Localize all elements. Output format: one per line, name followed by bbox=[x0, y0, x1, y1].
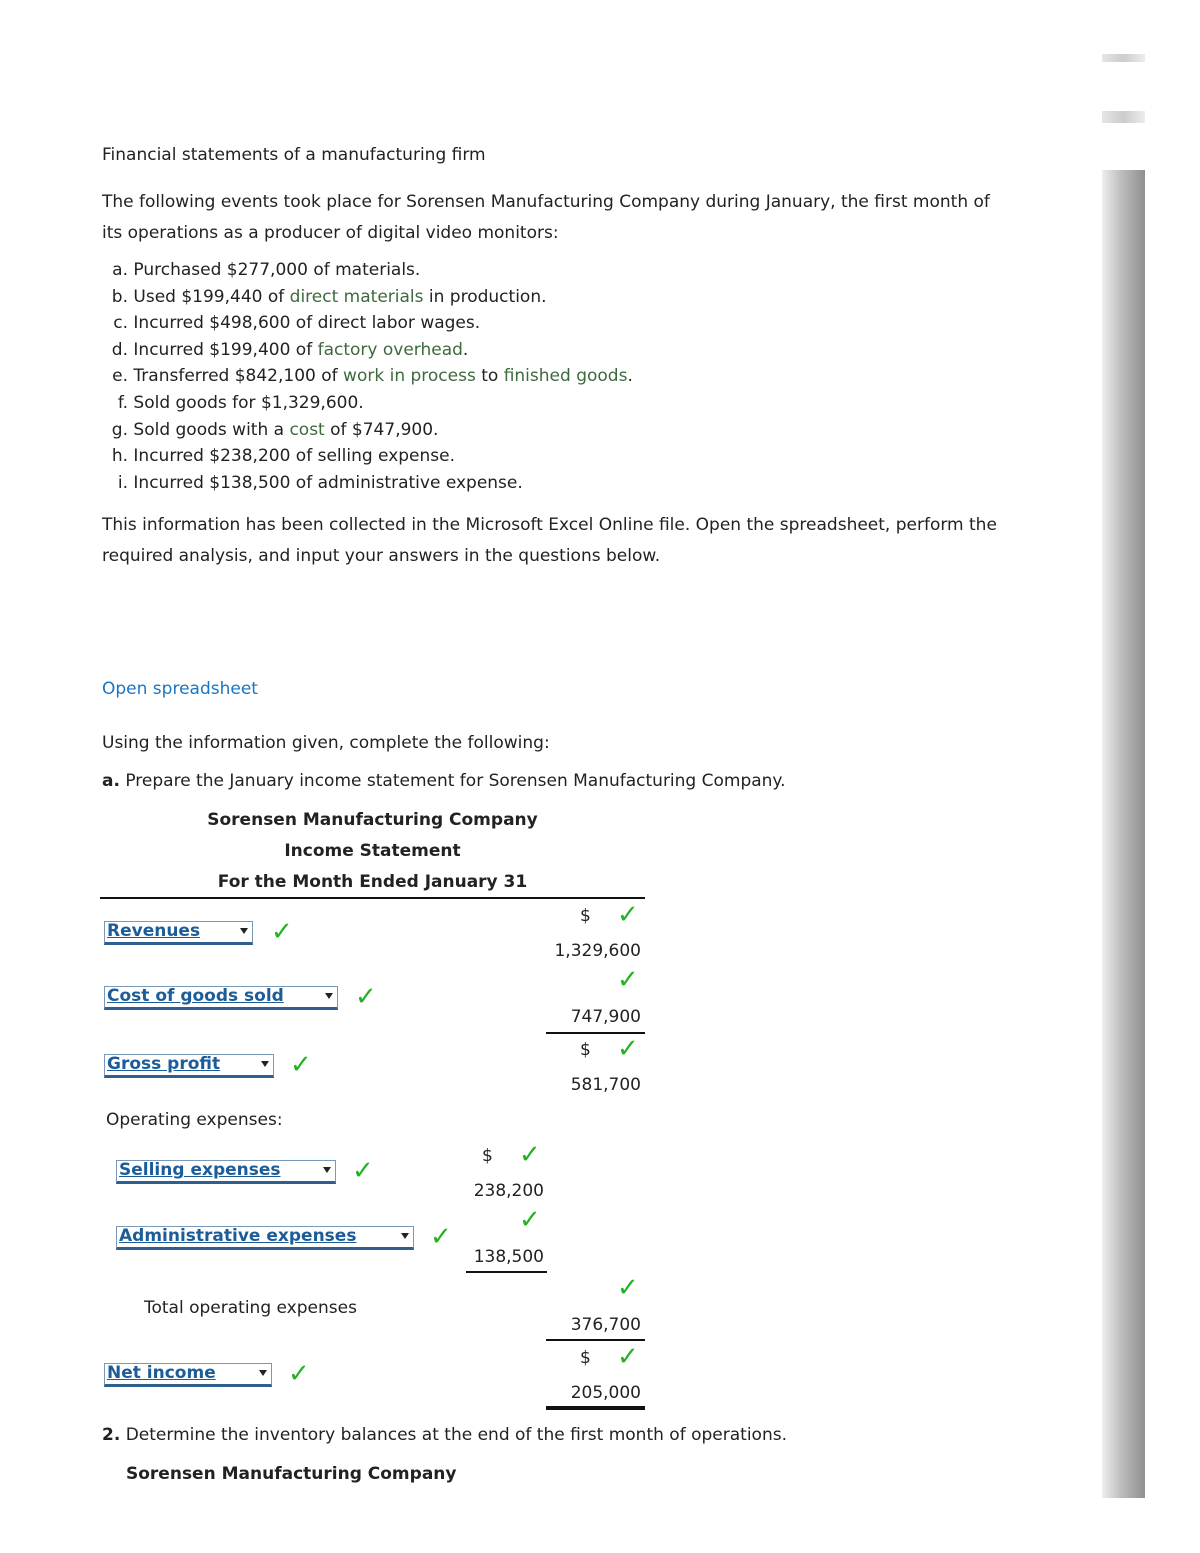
event-text: in production. bbox=[423, 287, 547, 307]
event-text: to bbox=[475, 366, 504, 386]
gross-profit-dropdown[interactable] bbox=[104, 1054, 274, 1078]
event-text: Purchased $277,000 of materials. bbox=[133, 260, 421, 280]
cost-of-goods-sold-dropdown[interactable] bbox=[104, 986, 338, 1010]
event-text: Incurred $238,200 of selling expense. bbox=[133, 446, 456, 466]
question-2-label: 2. bbox=[102, 1425, 121, 1445]
admin-underline bbox=[466, 1271, 547, 1273]
chevron-down-icon bbox=[261, 1061, 269, 1067]
check-icon: ✓ bbox=[617, 900, 639, 930]
selling-expenses-amount: 238,200 bbox=[473, 1181, 544, 1201]
event-letter: i. bbox=[117, 473, 128, 493]
open-spreadsheet-link[interactable]: Open spreadsheet bbox=[102, 679, 258, 699]
chevron-down-icon bbox=[240, 928, 248, 934]
list-item bbox=[102, 470, 523, 496]
total-operating-expenses-amount: 376,700 bbox=[570, 1315, 641, 1335]
event-letter: d. bbox=[111, 340, 128, 360]
list-item bbox=[102, 417, 438, 443]
intro-line-2: its operations as a producer of digital video monitors: bbox=[102, 223, 559, 243]
administrative-expenses-dropdown-label: Administrative expenses bbox=[119, 1226, 357, 1246]
glossary-term-link[interactable]: work in process bbox=[343, 366, 476, 386]
total-operating-expenses-label: Total operating expenses bbox=[144, 1298, 357, 1318]
list-item bbox=[102, 443, 455, 469]
chevron-down-icon bbox=[323, 1167, 331, 1173]
check-icon: ✓ bbox=[519, 1140, 541, 1170]
total-opex-underline bbox=[546, 1339, 645, 1341]
event-text: . bbox=[462, 340, 469, 360]
statement-period: For the Month Ended January 31 bbox=[217, 872, 528, 892]
glossary-term-link[interactable]: factory overhead bbox=[317, 340, 463, 360]
check-icon: ✓ bbox=[271, 917, 293, 947]
question-a-text: Prepare the January income statement for Sorensen Manufacturing Company. bbox=[119, 771, 786, 791]
scrollbar-top-cap[interactable] bbox=[1102, 54, 1145, 62]
event-text: . bbox=[627, 366, 633, 386]
event-letter: g. bbox=[111, 420, 128, 440]
using-info-text: Using the information given, complete the following: bbox=[102, 733, 550, 753]
revenues-dropdown[interactable] bbox=[104, 921, 253, 945]
revenues-dropdown-label: Revenues bbox=[107, 921, 201, 941]
administrative-expenses-amount: 138,500 bbox=[473, 1247, 544, 1267]
question-2-text: Determine the inventory balances at the end of the first month of operations. bbox=[120, 1425, 787, 1445]
check-icon: ✓ bbox=[352, 1156, 374, 1186]
net-income-amount: 205,000 bbox=[570, 1383, 641, 1403]
event-letter: c. bbox=[113, 313, 128, 333]
selling-expenses-dropdown[interactable] bbox=[116, 1160, 336, 1184]
check-icon: ✓ bbox=[288, 1359, 310, 1389]
check-icon: ✓ bbox=[290, 1050, 312, 1080]
question-2 bbox=[102, 1425, 787, 1445]
question-a bbox=[102, 771, 785, 791]
list-item bbox=[102, 284, 547, 310]
revenues-amount: 1,329,600 bbox=[554, 941, 641, 961]
selling-expenses-dropdown-label: Selling expenses bbox=[119, 1160, 281, 1180]
list-item bbox=[102, 390, 364, 416]
net-income-dropdown[interactable] bbox=[104, 1363, 272, 1387]
list-item bbox=[102, 337, 468, 363]
intro-line-1: The following events took place for Sorensen Manufacturing Company during January, the first month of bbox=[102, 192, 990, 212]
gross-profit-amount: 581,700 bbox=[570, 1075, 641, 1095]
gross-profit-dollar-sign: $ bbox=[580, 1040, 591, 1060]
event-letter: e. bbox=[112, 366, 128, 386]
net-income-double-underline bbox=[546, 1406, 645, 1410]
scrollbar-track[interactable] bbox=[1102, 170, 1145, 1498]
info-line-2: required analysis, and input your answers in the questions below. bbox=[102, 546, 661, 566]
list-item bbox=[102, 257, 420, 283]
cost-of-goods-sold-amount: 747,900 bbox=[570, 1007, 641, 1027]
event-text: Sold goods for $1,329,600. bbox=[133, 393, 364, 413]
event-text: of $747,900. bbox=[324, 420, 439, 440]
event-text: Used $199,440 of bbox=[133, 287, 290, 307]
chevron-down-icon bbox=[401, 1233, 409, 1239]
page-title: Financial statements of a manufacturing firm bbox=[102, 145, 486, 165]
header-rule bbox=[100, 897, 645, 899]
gross-profit-dropdown-label: Gross profit bbox=[107, 1054, 221, 1074]
question-a-label: a. bbox=[102, 771, 120, 791]
net-income-dollar-sign: $ bbox=[580, 1348, 591, 1368]
selling-expenses-dollar-sign: $ bbox=[482, 1146, 493, 1166]
info-line-1: This information has been collected in the Microsoft Excel Online file. Open the spreadsheet, perform the bbox=[102, 515, 997, 535]
event-text: Sold goods with a bbox=[133, 420, 290, 440]
event-letter: b. bbox=[111, 287, 128, 307]
revenues-dollar-sign: $ bbox=[580, 906, 591, 926]
administrative-expenses-dropdown[interactable] bbox=[116, 1226, 414, 1250]
operating-expenses-label: Operating expenses: bbox=[106, 1110, 283, 1130]
event-text: Transferred $842,100 of bbox=[133, 366, 344, 386]
event-text: Incurred $498,600 of direct labor wages. bbox=[133, 313, 481, 333]
chevron-down-icon bbox=[259, 1370, 267, 1376]
event-letter: a. bbox=[112, 260, 128, 280]
net-income-dropdown-label: Net income bbox=[107, 1363, 216, 1383]
statement-company: Sorensen Manufacturing Company bbox=[207, 810, 538, 830]
list-item bbox=[102, 310, 480, 336]
check-icon: ✓ bbox=[430, 1222, 452, 1252]
list-item bbox=[102, 363, 633, 389]
company-name-2: Sorensen Manufacturing Company bbox=[126, 1464, 457, 1484]
glossary-term-link[interactable]: cost bbox=[289, 420, 325, 440]
check-icon: ✓ bbox=[617, 1034, 639, 1064]
check-icon: ✓ bbox=[617, 1273, 639, 1303]
statement-name: Income Statement bbox=[284, 841, 461, 861]
chevron-down-icon bbox=[325, 993, 333, 999]
event-text: Incurred $199,400 of bbox=[133, 340, 318, 360]
check-icon: ✓ bbox=[519, 1205, 541, 1235]
glossary-term-link[interactable]: direct materials bbox=[289, 287, 424, 307]
check-icon: ✓ bbox=[617, 1342, 639, 1372]
event-text: Incurred $138,500 of administrative expense. bbox=[133, 473, 523, 493]
cost-of-goods-sold-dropdown-label: Cost of goods sold bbox=[107, 986, 284, 1006]
event-letter: f. bbox=[117, 393, 128, 413]
glossary-term-link[interactable]: finished goods bbox=[503, 366, 628, 386]
event-letter: h. bbox=[111, 446, 128, 466]
check-icon: ✓ bbox=[617, 965, 639, 995]
scrollbar-arrow-cap[interactable] bbox=[1102, 111, 1145, 123]
check-icon: ✓ bbox=[355, 982, 377, 1012]
